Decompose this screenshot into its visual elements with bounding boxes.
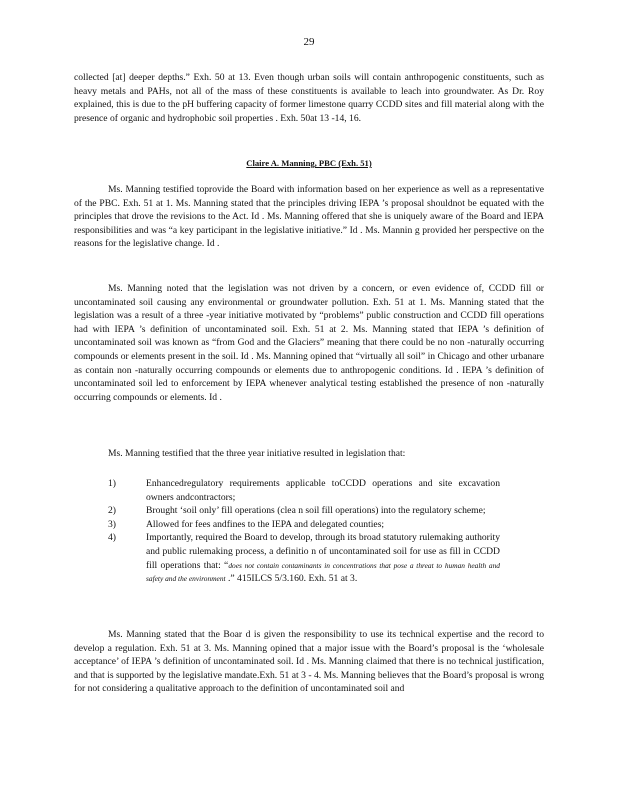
list-item — [108, 477, 500, 504]
list-item — [108, 531, 500, 585]
list-item-text: Allowed for fees andfines to the IEPA and delegated counties; — [146, 518, 385, 530]
list-item-text: Enhancedregulatory requirements applicable toCCDD operations and site excavation owners andcontractors; — [146, 478, 500, 503]
legislation-list — [108, 477, 500, 586]
paragraph-4: Ms. Manning stated that the Boar d is given the responsibility to use its technical expertise and the record to develop a regulation. Exh. 51 at 3. Ms. Manning opined that a major issue with the Board’s proposal is the ‘wholesale acceptance’ of IEPA ’s definition of uncontaminated soil. Id . Ms. Manning claimed that there is no technical justification, and that is supported by the legislative mandate.Exh. 51 at 3 - 4. Ms. Manning believes that the Board’s proposal is wrong for not considering a qualitative approach to the definition of uncontaminated soil and — [74, 629, 544, 695]
page-number: 29 — [303, 36, 315, 48]
section-heading: Claire A. Manning, PBC (Exh. 51) — [246, 158, 372, 168]
list-item-number: 1) — [108, 478, 116, 489]
paragraph-intro: collected [at] deeper depths.” Exh. 50 at 13. Even though urban soils will contain anthropogenic constituents, such as heavy metals and PAHs, not all of the mass of these constituents is available to leach into groundwater. As Dr. Roy explained, this is due to the pH buffering capacity of former limestone quarry CCDD sites and fill material along with the presence of organic and hydrophobic soil properties . Exh. 50at 13 -14, 16. — [74, 72, 544, 124]
list-item-text: Brought ‘soil only’ fill operations (clea n soil fill operations) into the regulatory scheme; — [146, 505, 486, 517]
statute-quote: does not contain contaminants in concentrations that pose a threat to human health and safety and the environment — [146, 560, 500, 584]
list-item-citation: .” 415ILCS 5/3.160. Exh. 51 at 3. — [225, 573, 358, 585]
paragraph-2: Ms. Manning noted that the legislation was not driven by a concern, or even evidence of, CCDD fill or uncontaminated soil causing any environmental or groundwater pollution. Exh. 51 at 1. Ms. Manning stated that the legislation was a result of a three -year initiative motivated by “problems” public construction and CCDD fill operations had with IEPA ’s definition of uncontaminated soil. Exh. 51 at 2. Ms. Manning stated that IEPA ’s definition of uncontaminated soil was known as “from God and the Glaciers” meaning that there could be no non -naturally occurring compounds or elements present in the soil. Id . Ms. Manning opined that “virtually all soil” in Chicago and other urbanare as contain non -naturally occurring compounds or elements due to anthropogenic conditions. Id . IEPA ’s definition of uncontaminated soil led to enforcement by IEPA whenever analytical testing established the presence of non -naturally occurring compounds or elements. Id . — [74, 283, 544, 403]
list-item — [108, 504, 500, 518]
paragraph-1: Ms. Manning testified toprovide the Board with information based on her experience as well as a representative of the PBC. Exh. 51 at 1. Ms. Manning stated that the principles driving IEPA ’s proposal shouldnot be equated with the principles that drove the revisions to the Act. Id . Ms. Manning offered that she is uniquely aware of the Board and IEPA responsibilities and was “a key participant in the legislative initiative.” Id . Ms. Mannin g provided her perspective on the reasons for the legislative change. Id . — [74, 184, 544, 250]
list-item — [108, 518, 500, 532]
list-item-number: 3) — [108, 518, 116, 530]
list-item-number: 4) — [108, 532, 116, 544]
paragraph-3: Ms. Manning testified that the three year initiative resulted in legislation that: — [108, 448, 406, 459]
list-item-text: Importantly, required the Board to develop, through its broad statutory rulemaking authority and public rulemaking process, a definitio n of uncontaminated soil for use as fill in CCDD fill operations that: “ — [146, 532, 500, 571]
list-item-number: 2) — [108, 505, 116, 517]
